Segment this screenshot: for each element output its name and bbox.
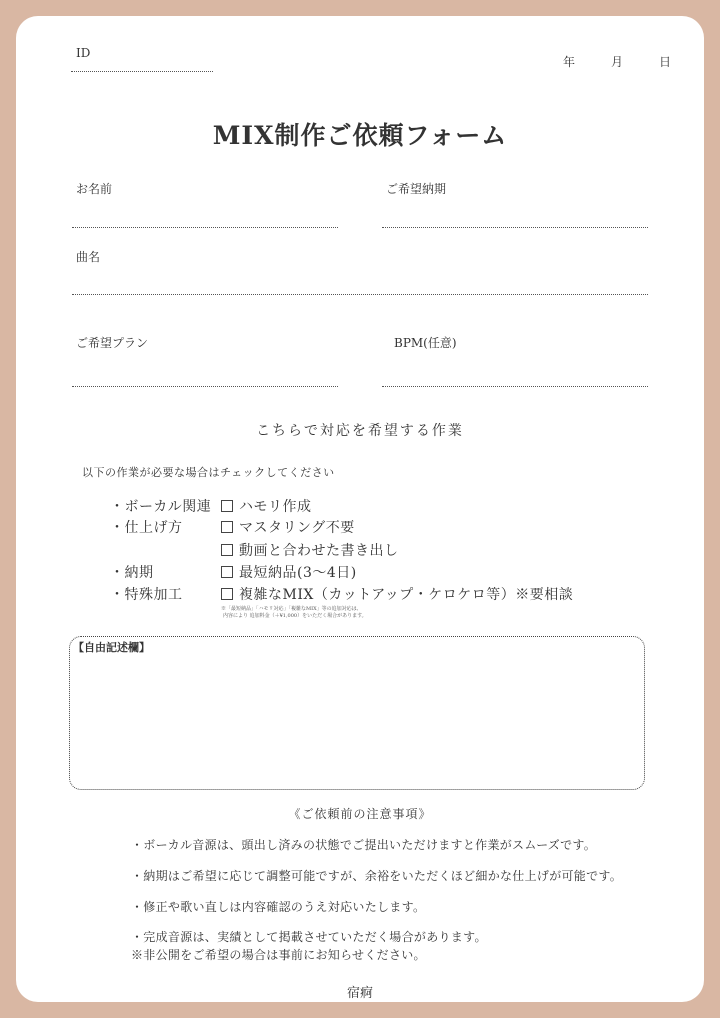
- page-title: MIX制作ご依頼フォーム: [212, 121, 508, 150]
- work-option-complex-mix[interactable]: [221, 584, 573, 604]
- deadline-field[interactable]: [382, 227, 648, 228]
- checkbox[interactable]: [221, 521, 233, 533]
- song-field[interactable]: [72, 294, 648, 295]
- work-option-fast-delivery[interactable]: [221, 562, 357, 582]
- bpm-label: BPM(任意): [394, 336, 457, 350]
- notes-title: 《ご依頼前の注意事項》: [288, 807, 432, 821]
- work-option-label: マスタリング不要: [239, 520, 355, 536]
- note-item: ・納期はご希望に応じて調整可能ですが、余裕をいただくほど細かな仕上げが可能です。: [131, 869, 623, 883]
- work-option-harmony[interactable]: [221, 496, 312, 516]
- note-item: ・完成音源は、実績として掲載させていただく場合があります。: [131, 930, 487, 944]
- free-text-label: 【自由記述欄】: [73, 641, 150, 654]
- id-label: ID: [76, 46, 91, 60]
- signature: 宿痾: [346, 986, 373, 1001]
- song-label: 曲名: [76, 250, 101, 264]
- note-item: ・ボーカル音源は、頭出し済みの状態でご提出いただけますと作業がスムーズです。: [131, 838, 597, 852]
- work-footnote-line-1: ※「最短納品」「ハモリ対応」「複雑なMIX」等の追加対応は、: [221, 606, 362, 612]
- work-section-title: こちらで対応を希望する作業: [256, 423, 464, 439]
- work-option-label: 動画と合わせた書き出し: [239, 543, 399, 559]
- work-option-label: 最短納品(3〜4日): [239, 565, 357, 581]
- work-footnote-line-2: 内容により 追加料金（＋¥1,000）をいただく場合があります。: [223, 613, 367, 619]
- checkbox[interactable]: [221, 500, 233, 512]
- free-text-box[interactable]: [69, 636, 645, 790]
- work-option-video-export[interactable]: [221, 540, 399, 560]
- work-category: ・仕上げ方: [110, 520, 183, 536]
- work-category: ・納期: [110, 565, 154, 581]
- note-item: ・修正や歌い直しは内容確認のうえ対応いたします。: [131, 900, 426, 914]
- form-sheet: [16, 16, 704, 1002]
- work-option-label: ハモリ作成: [239, 499, 312, 515]
- work-instruction: 以下の作業が必要な場合はチェックしてください: [82, 466, 335, 479]
- checkbox[interactable]: [221, 588, 233, 600]
- work-option-label: 複雑なMIX（カットアップ・ケロケロ等）※要相談: [239, 587, 574, 603]
- date-year-label: 年: [563, 55, 576, 69]
- date-day-label: 日: [659, 55, 672, 69]
- work-category: ・ボーカル関連: [110, 499, 212, 515]
- note-item: ※非公開をご希望の場合は事前にお知らせください。: [131, 948, 426, 962]
- date-month-label: 月: [611, 55, 624, 69]
- name-label: お名前: [76, 182, 113, 196]
- name-field[interactable]: [72, 227, 338, 228]
- plan-field[interactable]: [72, 386, 338, 387]
- deadline-label: ご希望納期: [386, 182, 447, 196]
- work-category: ・特殊加工: [110, 587, 183, 603]
- plan-label: ご希望プラン: [76, 336, 149, 350]
- bpm-field[interactable]: [382, 386, 648, 387]
- work-option-no-mastering[interactable]: [221, 517, 355, 537]
- checkbox[interactable]: [221, 566, 233, 578]
- id-field[interactable]: [71, 71, 213, 72]
- checkbox[interactable]: [221, 544, 233, 556]
